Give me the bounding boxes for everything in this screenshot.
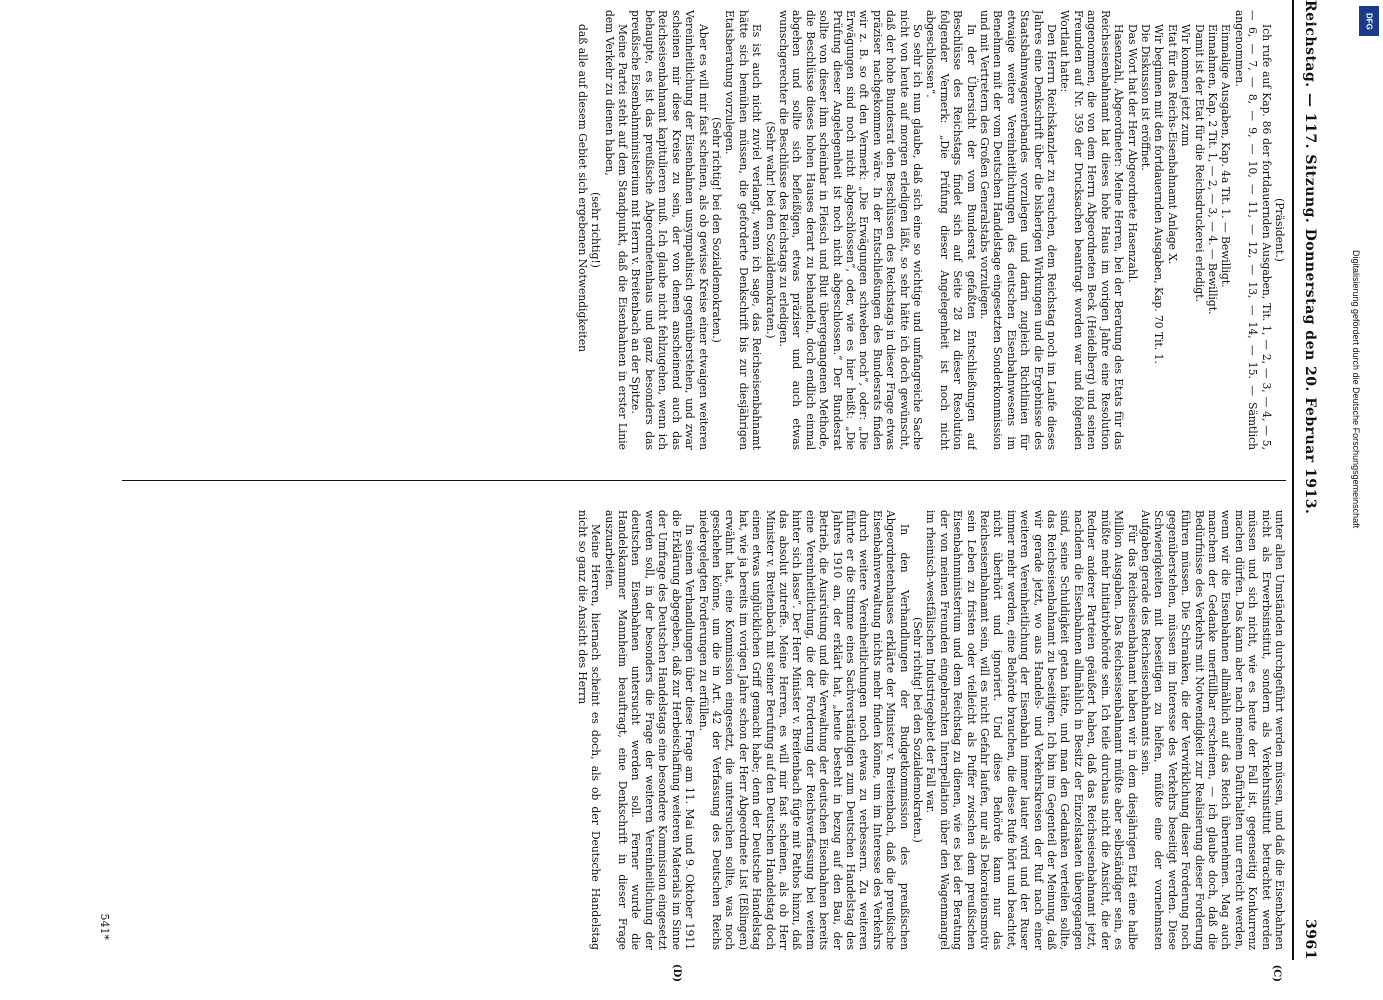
left-column-paragraph: Damit ist der Etat für die Reichsdruckerei erledigt. (1192, 24, 1206, 302)
right-column-paragraph: In seinen Verhandlungen über diese Frage am 11. Mai und 9. Oktober 1911 die Erklärung abgegeben, daß zur Herbeischaffung weiteren Materials im Sinne der Umfrage des Deutschen Handelstags eine besondere Kommission eingesetzt werden soll, in der besonders die Frage der weiteren Vereinheitlichung der deutschen Eisenbahnen untersucht werden soll. Ferner wurde die Handelskammer Mannheim beauftragt, eine Denkschrift in dieser Frage auszuarbeiten. (602, 510, 696, 950)
left-column-paragraph: Wir beginnen mit den fortdauernden Ausgaben, Kap. 70 Tit. 1. (1151, 24, 1165, 364)
left-column-paragraph: (sehr richtig!) (588, 192, 602, 268)
left-column-paragraph: Etat für das Reichs-Eisenbahnamt Anlage X. (1165, 24, 1179, 265)
left-column (122, 10, 1286, 450)
left-column-paragraph: (Präsident.) (1272, 198, 1286, 262)
left-column-paragraph: Es ist auch nicht zuviel verlangt, wenn ich sage, das Reichseisenbahnamt hätte sich bemühen müssen, die geforderte Denkschrift bis zur diesjährigen Etatsberatung vorzulegen. (722, 10, 763, 450)
left-column-paragraph: Die Diskussion ist eröffnet. (1138, 24, 1152, 171)
left-column-paragraph: In der Übersicht der vom Bundesrat gefaßten Entschließungen auf Beschlüsse des Reichstags findet sich auf Seite 28 zu dieser Resolution folgender Vermerk: „Die Prüfung dieser Angelegenheit ist noch nicht abgeschlossen“. (923, 10, 978, 450)
right-column-paragraph: unter allen Umständen durchgeführt werden müssen, und daß die Eisenbahnen nicht als Erwerbsinstitut, sondern als Verkehrsinstitut betrachtet werden müssen und sich nicht, wie es heute der Fall ist, gegenseitig Konkurrenz machen dürfen. Das kann aber nach meinem Dafürhalten nur erreicht werden, wenn wir die Eisenbahnen allmählich auf das Reich übernehmen. Mag auch manchem der Gedanke unerfüllbar erscheinen, — ich glaube doch, daß die Bedürfnisse des Verkehrs mit Notwendigkeit zur Realisierung dieser Forderung führen müssen. Die Schranken, die der Verwirklichung dieser Forderung noch gegenüberstehen, müssen im Interesse des Verkehrs beseitigt werden. Diese Schwierigkeiten mit beseitigen zu helfen, müßte eine der vornehmsten Aufgaben gerade des Reichseisenbahnamts sein. (1138, 510, 1286, 950)
left-column-paragraph: Ich rufe auf Kap. 86 der fortdauernden Ausgaben, Tit. 1, — 2, — 3, — 4, — 5, — 6, — 7, — 8, — 9, — 10, — 11, — 12, — 13, — 14, — 15. — Sämtlich angenommen. (1232, 10, 1273, 450)
signature-mark: 541* (97, 913, 111, 940)
left-column-paragraph: So sehr ich nun glaube, daß sich eine so wichtige und umfangreiche Sache nicht von heute auf morgen erledigen läßt, so sehr hätte ich doch gewünscht, daß der hohe Bundesrat den Beschlüssen des Reichstags in dieser Frage etwas präziser nachgekommen wäre. In der Entschließungen des Bundesrats finden wir z. B. so oft den Vermerk: „Die Erwägungen schweben noch“, oder: „Die Erwägungen sind noch nicht abgeschlossen“, oder, wie es hier heißt: „Die Prüfung dieser Angelegenheit ist noch nicht abgeschlossen.“ Der Bundesrat sollte von dieser ihm scheinbar in Fleisch und Blut übergegangenen Methode, die Beschlüsse dieses hohen Hauses derart zu behandeln, doch endlich einmal abgehen und sollte sich befleißigen, etwas präziser und auch etwas wunschgerechter die Beschlüsse des Reichstags zu erledigen. (776, 10, 924, 450)
right-column-paragraph: In den Verhandlungen der Budgetkommission des preußischen Abgeordnetenhauses erklärte der Minister v. Breitenbach, daß die preußische Eisenbahnverwaltung nichts mehr finden könne, um im Interesse des Verkehrs durch weitere Vereinheitlichungen noch etwas zu verbessern. Zu weiteren führte er die Stimme eines Sachverständigen zum Deutschen Handelstag des Jahres 1910 an, der erklärt hat, „heute besteht in bezug auf den Bau, der Betrieb, die Ausrüstung und die Verwaltung der deutschen Eisenbahnen bereits eine Vereinheitlichung, die der Forderung der Reichsverfassung bei weitem hinter sich lasse“. Der Herr Minister v. Breitenbach fügte mit Pathos hinzu, daß das absolut zutreffe. Meine Herren, es will mir fast scheinen, als ob Herr Minister v. Breitenbach mit seiner Berufung auf den Deutschen Handelstag doch einen etwas unglücklichen Griff gemacht habe; denn der Deutsche Handelstag hat, wie ja bereits im vorigen Jahre schon der Herr Abgeordnete List (Eßlingen) erwähnt hat, eine Kommission eingesetzt, die untersuchen sollte, was noch geschehen könne, um die in Art. 42 der Verfassung des Deutschen Reichs niedergelegten Forderungen zu erfüllen. (696, 510, 911, 950)
left-column-paragraph: (Sehr wahr! bei den Sozialdemokraten.) (763, 121, 777, 339)
right-column (122, 510, 1286, 950)
left-column-paragraph: Hasenzahl, Abgeordneter: Meine Herren, bei der Beratung des Etats für das Reichseisenbahnamt hat dieses hohe Haus im vorigen Jahre eine Resolution angenommen, die von dem Herrn Abgeordneten Beck (Heidelberg) und seinen Freunden auf Nr. 359 der Drucksachen beantragt worden war und folgenden Wortlaut hatte: (1058, 10, 1125, 450)
left-column-paragraph: Wir kommen jetzt zum (1178, 24, 1192, 147)
right-column-paragraph: Für das Reichseisenbahnamt haben wir in dem diesjährigen Etat eine halbe Million Ausgaben. Das Reichseisenbahnamt müßte aber selbständiger sein, es müßte mehr Initiativbehörde sein. Ich teile durchaus nicht die Ansicht, die der Redner anderer Parteien geäußert haben, daß das Reichseisenbahnamt jetzt, nachdem die Eisenbahnen allmählich in Besitz der Einzelstaaten übergegangen sind, seine Schuldigkeit getan hätte, und man den Gedanken verteilen sollte, das Reichseisenbahnamt zu beseitigen. Ich bin im Gegenteil der Meinung, daß wir gerade jetzt, wo aus Handels- und Verkehrskreisen der Ruf nach einer weiteren Vereinheitlichung der Eisenbahn immer lauter wird und der Ruser immer mehr werden, eine Behörde brauchen, die diese Rufe hört und beachtet, nicht überhört und ignoriert. Und diese Behörde kann nur das Reichseisenbahnamt sein, will es nicht Gefahr laufen, nur als Dekorationsmotiv sein Leben zu fristen oder vielleicht als Puffer zwischen dem preußischen Eisenbahnministerium und dem Reichstag zu dienen, wie es bei der Beratung der von meinen Freunden eingebrachten Interpellation über den Wagenmangel im rheinisch-westfälischen Industriegebiet der Fall war. (923, 510, 1139, 950)
sidebar (1351, 0, 1383, 1000)
column-divider (122, 480, 1286, 481)
marker-c: (C) (1270, 964, 1282, 982)
rotated-document-page (62, 0, 1322, 982)
page-header (1296, 0, 1322, 960)
left-column-paragraph: Einmalige Ausgaben, Kap. 4a Tit. 1. — Bewilligt. (1218, 24, 1232, 288)
left-column-paragraph: Das Wort hat der Herr Abgeordnete Hasenzahl. (1125, 24, 1139, 283)
digitization-credit: Digitalisierung gefördert durch die Deutsche Forschungsgemeinschaft (1351, 250, 1361, 529)
dfg-logo: DFG (1359, 6, 1379, 36)
left-column-paragraph: Den Herrn Reichskanzler zu ersuchen, dem Reichstag noch im Laufe dieses Jahres eine Denkschrift über die bisherigen Wirkungen und die Ergebnisse des Staatsbahnwagenverbandes vorzulegen und darin zugleich Richtlinien für etwaige weitere Vereinheitlichungen des deutschen Eisenbahnwesens im Benehmen mit der vom Deutschen Handelstage eingesetzten Sonderkommission und mit Vertretern des Großen Generalstabs vorzulegen. (977, 10, 1058, 450)
marker-d: (D) (670, 963, 682, 982)
left-column-paragraph: (Sehr richtig! bei den Sozialdemokraten.) (709, 117, 723, 343)
header-title: Reichstag. — 117. Sitzung. Donnerstag den 20. Februar 1913. (1301, 0, 1318, 515)
left-column-paragraph: Meine Partei steht auf dem Standpunkt, daß die Eisenbahnen in erster Linie dem Verkehr zu dienen haben, (602, 10, 629, 450)
page-number: 3961 (1301, 919, 1318, 960)
header-rule (1292, 0, 1294, 960)
right-column-paragraph: Meine Herren, hiernach scheint es doch, als ob der Deutsche Handelstag nicht so ganz die Ansicht des Herrn (575, 510, 602, 950)
left-column-paragraph: Einnahmen, Kap. 2 Tit. 1, — 2, — 3, — 4. — Bewilligt. (1205, 24, 1219, 315)
right-column-paragraph: (Sehr richtig! bei den Sozialdemokraten.) (910, 617, 924, 843)
left-column-paragraph: Aber es will mir fast scheinen, als ob gewisse Kreise einer etwaigen weiteren Vereinheitlichung der Eisenbahnen unsympathisch gegenüberstehen, und zwar scheinen mir diese Kreise zu sein, der von denen anscheinend auch das Reichseisenbahnamt kapitulieren muß. Ich glaube nicht fehlzugehen, wenn ich behaupte, es ist das preußische Abgeordnetenhaus und ganz besonders das preußische Eisenbahnministerium mit Herrn v. Breitenbach an der Spitze. (629, 10, 710, 450)
left-column-paragraph: daß alle auf diesem Gebiet sich ergebenen Notwendigkeiten (575, 24, 589, 353)
